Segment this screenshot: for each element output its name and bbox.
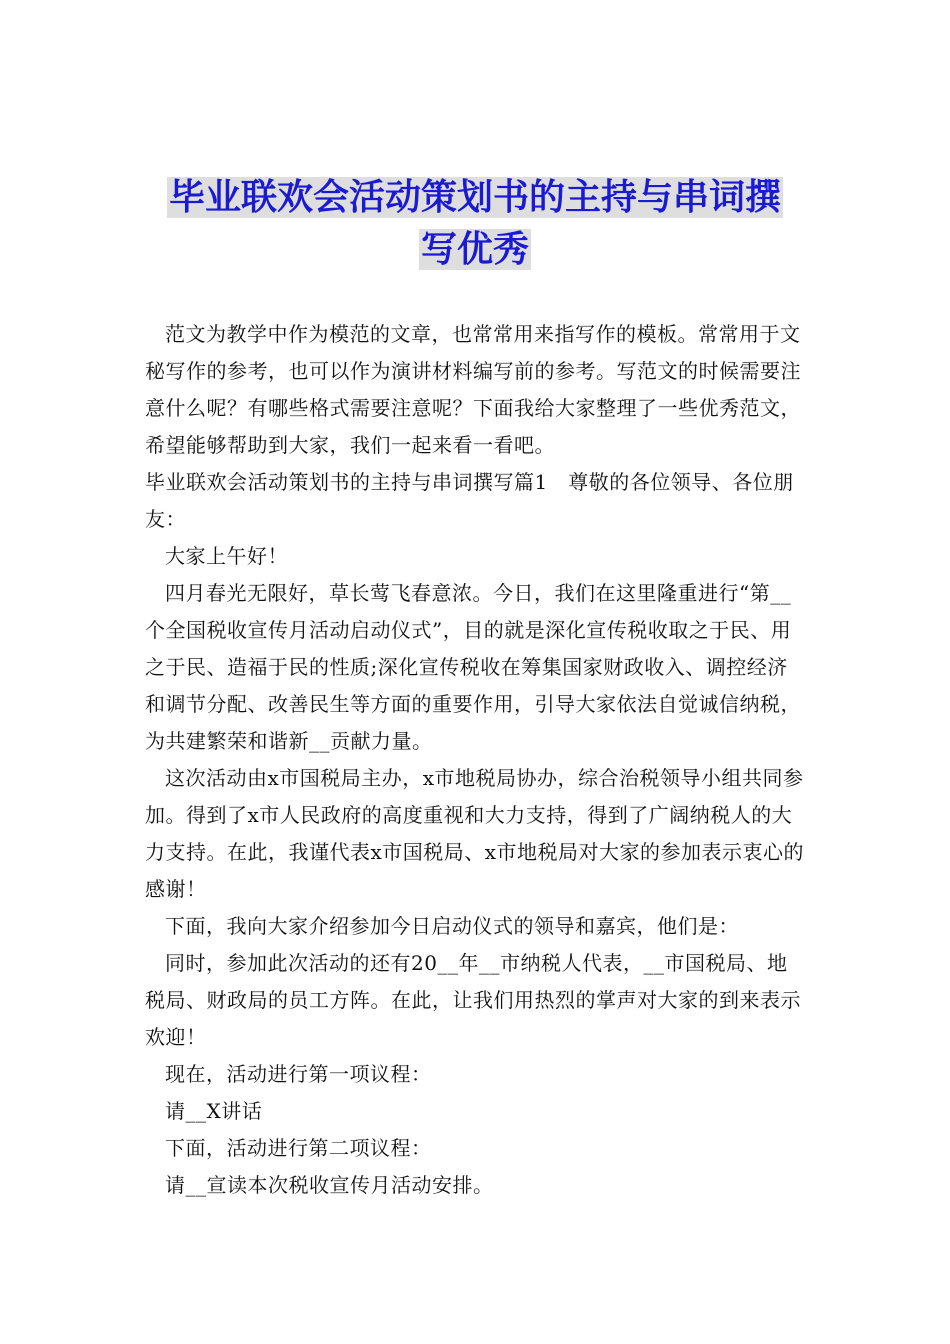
agenda-paragraph: 请__X讲话 [165,1099,263,1123]
greeting-paragraph: 大家上午好！ [165,544,288,568]
body-paragraph: 这次活动由x市国税局主办，x市地税局协办，综合治税领导小组共同参加。得到了x市人民政府的高度重视和大力支持，得到了广阔纳税人的大力支持。在此，我谨代表x市国税局、x市地税局对大家的参加表示衷心的感谢！ [145,766,805,901]
agenda-paragraph: 现在，活动进行第一项议程： [165,1062,432,1086]
title-line-1: 毕业联欢会活动策划书的主持与串词撰 [168,177,781,218]
agenda-paragraph: 下面，活动进行第二项议程： [165,1136,432,1160]
title-line-2: 写优秀 [420,229,529,270]
body-paragraph: 下面，我向大家介绍参加今日启动仪式的领导和嘉宾，他们是： [165,914,739,938]
body-paragraph: 同时，参加此次活动的还有20__年__市纳税人代表，__市国税局、地税局、财政局的员工方阵。在此，让我们用热烈的掌声对大家的到来表示欢迎！ [145,951,801,1049]
intro-paragraph: 范文为教学中作为模范的文章，也常常用来指写作的模板。常常用于文秘写作的参考，也可以作为演讲材料编写前的参考。写范文的时候需要注意什么呢？有哪些格式需要注意呢？下面我给大家整理了一些优秀范文，希望能够帮助到大家，我们一起来看一看吧。 [145,322,801,457]
document-body [145,316,807,1204]
document-title [100,172,850,276]
agenda-paragraph: 请__宣读本次税收宣传月活动安排。 [165,1173,494,1197]
section-heading-paragraph: 毕业联欢会活动策划书的主持与串词撰写篇1 尊敬的各位领导、各位朋友： [145,470,794,531]
body-paragraph: 四月春光无限好，草长莺飞春意浓。今日，我们在这里隆重进行“第__个全国税收宣传月活动启动仪式”，目的就是深化宣传税收取之于民、用之于民、造福于民的性质;深化宣传税收在筹集国家财政收入、调控经济和调节分配、改善民生等方面的重要作用，引导大家依法自觉诚信纳税，为共建繁荣和谐新__贡献力量。 [145,581,801,753]
